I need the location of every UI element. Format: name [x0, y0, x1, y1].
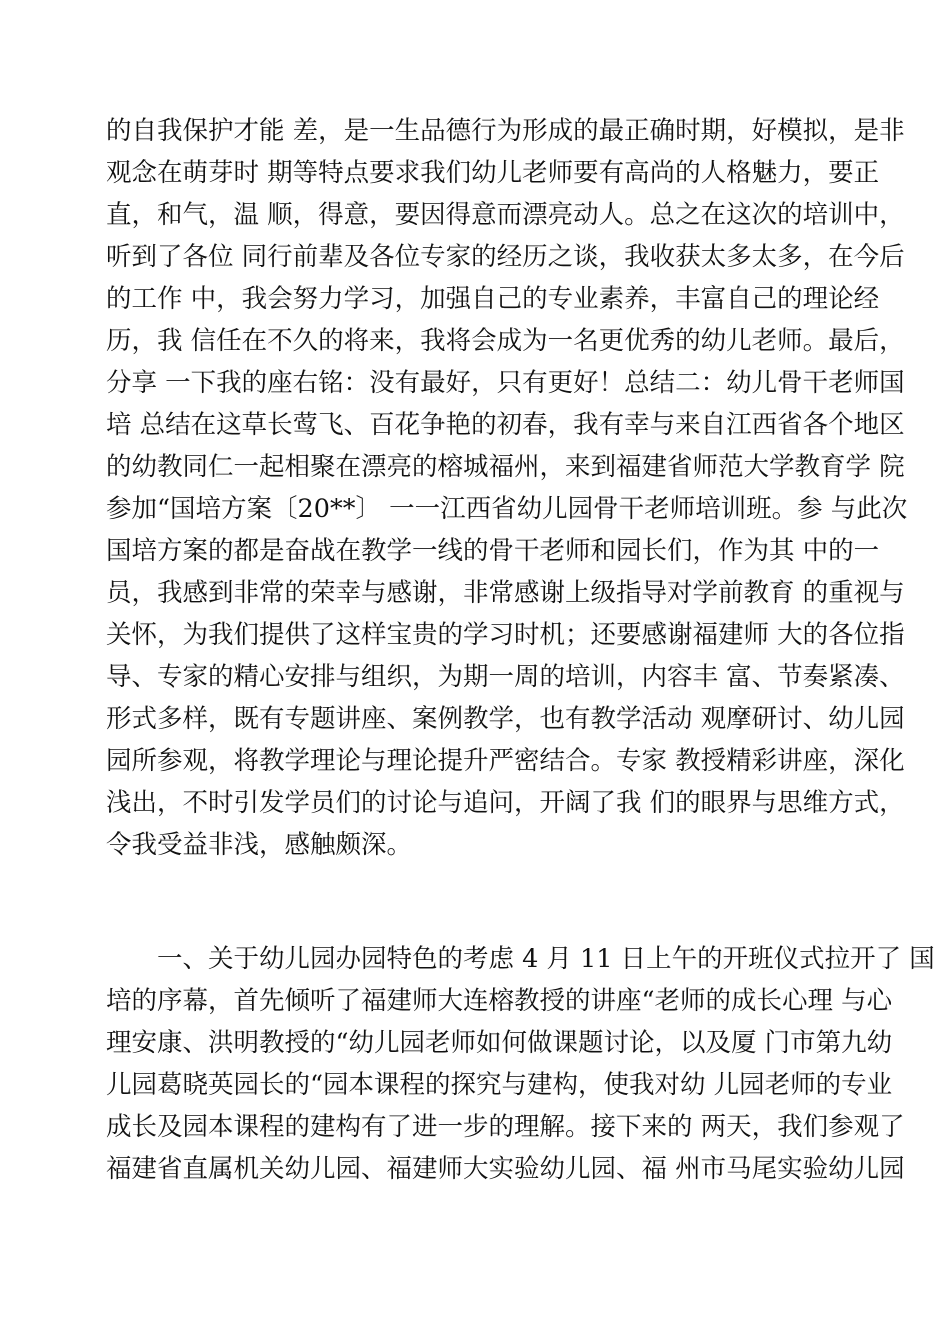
text-line: 令我受益非浅，感触颇深。 [106, 830, 413, 860]
text-line: 的工作 中，我会努力学习，加强自己的专业素养，丰富自己的理论经 [106, 284, 880, 314]
text-line: 关怀，为我们提供了这样宝贵的学习时机；还要感谢福建师 大的各位指 [106, 620, 905, 650]
text-line: 园所参观，将教学理论与理论提升严密结合。专家 教授精彩讲座，深化 [106, 746, 905, 776]
text-line: 的自我保护才能 差，是一生品德行为形成的最正确时期，好模拟，是非 [106, 116, 905, 146]
text-line: 观念在萌芽时 期等特点要求我们幼儿老师要有高尚的人格魅力，要正 [106, 158, 880, 188]
text-line: 国培方案的都是奋战在教学一线的骨干老师和园长们，作为其 中的一 [106, 536, 880, 566]
text-line: 成长及园本课程的建构有了进一步的理解。接下来的 两天，我们参观了 [106, 1112, 905, 1142]
paragraph-1 [106, 110, 908, 866]
text-line: 直，和气，温 顺，得意，要因得意而漂亮动人。总之在这次的培训中， [106, 200, 905, 230]
text-line: 形式多样，既有专题讲座、案例教学，也有教学活动 观摩研讨、幼儿园 [106, 704, 905, 734]
text-line: 一、关于幼儿园办园特色的考虑 4 月 11 日上午的开班仪式拉开了 国 [106, 944, 935, 974]
text-line: 儿园葛晓英园长的“园本课程的探究与建构，使我对幼 儿园老师的专业 [106, 1070, 893, 1100]
text-line: 历，我 信任在不久的将来，我将会成为一名更优秀的幼儿老师。最后， [106, 326, 905, 356]
text-line: 理安康、洪明教授的“幼儿园老师如何做课题讨论，以及厦 门市第九幼 [106, 1028, 893, 1058]
text-line: 员，我感到非常的荣幸与感谢，非常感谢上级指导对学前教育 的重视与 [106, 578, 905, 608]
text-line: 浅出，不时引发学员们的讨论与追问，开阔了我 们的眼界与思维方式， [106, 788, 905, 818]
text-line: 听到了各位 同行前辈及各位专家的经历之谈，我收获太多太多，在今后 [106, 242, 905, 272]
text-line: 培的序幕，首先倾听了福建师大连榕教授的讲座“老师的成长心理 与心 [106, 986, 893, 1016]
paragraph-2 [106, 938, 935, 1190]
text-line: 导、专家的精心安排与组织，为期一周的培训，内容丰 富、节奏紧凑、 [106, 662, 905, 692]
text-line: 福建省直属机关幼儿园、福建师大实验幼儿园、福 州市马尾实验幼儿园 [106, 1154, 905, 1184]
text-line: 的幼教同仁一起相聚在漂亮的榕城福州，来到福建省师范大学教育学 院 [106, 452, 905, 482]
text-line: 培 总结在这草长莺飞、百花争艳的初春，我有幸与来自江西省各个地区 [106, 410, 905, 440]
text-line: 分享 一下我的座右铭：没有最好，只有更好！总结二：幼儿骨干老师国 [106, 368, 905, 398]
text-line: 参加“国培方案〔20**〕 一一江西省幼儿园骨干老师培训班。参 与此次 [106, 494, 908, 524]
